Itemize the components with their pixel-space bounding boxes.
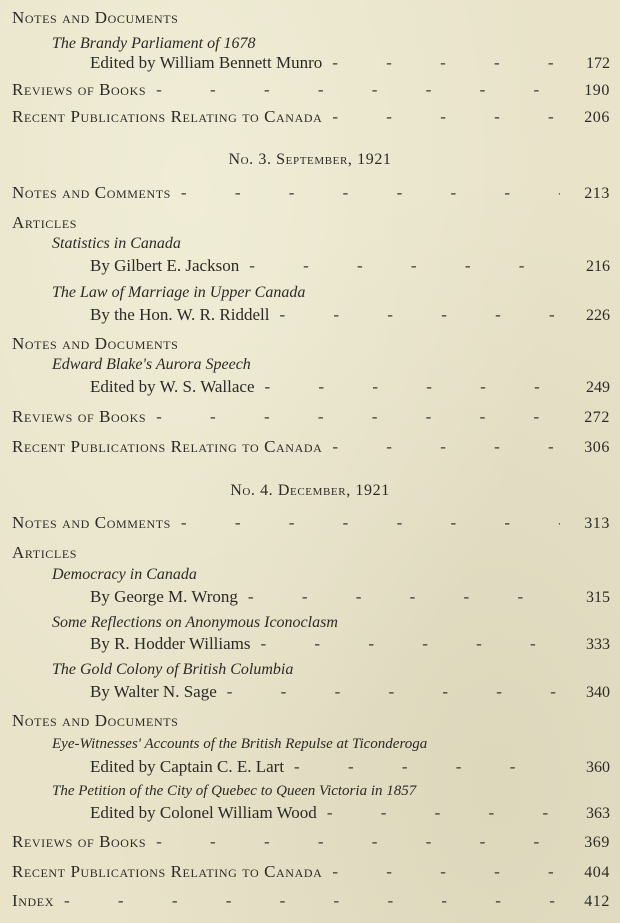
toc-entry xyxy=(12,510,610,536)
entry-label: By the Hon. W. R. Riddell xyxy=(90,305,270,324)
entry-label: Recent Publications Relating to Canada xyxy=(12,107,323,126)
entry-label: Notes and Documents xyxy=(12,711,179,730)
entry-label: Some Reflections on Anonymous Iconoclasm xyxy=(52,614,338,631)
entry-label: Eye-Witnesses' Accounts of the British Repulse at Ticonderoga xyxy=(52,736,428,752)
page-number: 213 xyxy=(584,185,610,202)
page-number: 206 xyxy=(584,109,610,126)
entry-label: By Walter N. Sage xyxy=(90,682,217,701)
entry-label: By Gilbert E. Jackson xyxy=(90,256,240,275)
entry-label: Notes and Documents xyxy=(12,8,179,27)
entry-label: Reviews of Books xyxy=(12,80,147,99)
issue-heading: No. 4. December, 1921 xyxy=(230,482,390,499)
page-number: 340 xyxy=(586,684,610,701)
page-number: 404 xyxy=(584,864,610,881)
entry-label: Notes and Comments xyxy=(12,513,171,532)
entry-label: Edited by Captain C. E. Lart xyxy=(90,757,285,776)
toc-entry xyxy=(12,104,610,130)
dot-leader xyxy=(332,434,560,460)
toc-entry xyxy=(90,50,610,76)
page-number: 333 xyxy=(586,636,610,653)
entry-label: Statistics in Canada xyxy=(52,235,181,252)
toc-entry xyxy=(12,829,610,855)
entry-label: Edward Blake's Aurora Speech xyxy=(52,356,251,373)
page-number: 226 xyxy=(586,307,610,324)
toc-entry xyxy=(12,434,610,460)
toc-entry xyxy=(12,859,610,885)
page-number: 249 xyxy=(586,379,610,396)
dot-leader xyxy=(156,77,560,103)
entry-label: Recent Publications Relating to Canada xyxy=(12,862,323,881)
toc-entry xyxy=(90,253,610,279)
entry-label: Edited by Colonel William Wood xyxy=(90,803,317,822)
toc-entry xyxy=(90,679,610,705)
entry-label: Recent Publications Relating to Canada xyxy=(12,437,323,456)
entry-label: The Petition of the City of Quebec to Queen Victoria in 1857 xyxy=(52,783,417,799)
dot-leader xyxy=(227,679,560,705)
toc-entry xyxy=(90,302,610,328)
entry-label: Reviews of Books xyxy=(12,407,147,426)
page-number: 272 xyxy=(584,409,610,426)
section-heading xyxy=(12,5,610,31)
dot-leader xyxy=(261,631,561,657)
page-number: 306 xyxy=(584,439,610,456)
toc-entry xyxy=(90,631,610,657)
toc-entry xyxy=(90,800,610,826)
entry-label: Edited by William Bennett Munro xyxy=(90,53,323,72)
dot-leader xyxy=(332,50,560,76)
toc-entry xyxy=(12,404,610,430)
page-number: 412 xyxy=(584,893,610,910)
page-number: 313 xyxy=(584,515,610,532)
page-number: 216 xyxy=(586,258,610,275)
dot-leader xyxy=(156,829,560,855)
dot-leader xyxy=(265,374,560,400)
entry-label: The Brandy Parliament of 1678 xyxy=(52,35,256,52)
dot-leader xyxy=(156,404,560,430)
dot-leader xyxy=(327,800,560,826)
entry-label: Reviews of Books xyxy=(12,832,147,851)
toc-entry xyxy=(90,584,610,610)
entry-label: Notes and Comments xyxy=(12,183,171,202)
entry-label: Notes and Documents xyxy=(12,334,179,353)
dot-leader xyxy=(248,584,560,610)
entry-label: By R. Hodder Williams xyxy=(90,634,251,653)
dot-leader xyxy=(279,302,560,328)
toc-entry xyxy=(12,180,610,206)
page-number: 360 xyxy=(586,759,610,776)
page-number: 363 xyxy=(586,805,610,822)
entry-label: Democracy in Canada xyxy=(52,566,197,583)
entry-label: Edited by W. S. Wallace xyxy=(90,377,255,396)
entry-label: The Gold Colony of British Columbia xyxy=(52,661,294,678)
entry-label: Articles xyxy=(12,213,78,232)
page-number: 315 xyxy=(586,589,610,606)
toc-entry xyxy=(12,77,610,103)
page-number: 369 xyxy=(584,834,610,851)
entry-label: Articles xyxy=(12,543,78,562)
toc-entry xyxy=(90,754,610,780)
dot-leader xyxy=(332,859,560,885)
toc-entry xyxy=(90,374,610,400)
dot-leader xyxy=(294,754,560,780)
page-number: 172 xyxy=(586,55,610,72)
dot-leader xyxy=(249,253,560,279)
dot-leader xyxy=(64,888,560,914)
toc-entry xyxy=(12,888,610,914)
dot-leader xyxy=(181,180,560,206)
entry-label: The Law of Marriage in Upper Canada xyxy=(52,284,306,301)
entry-label: By George M. Wrong xyxy=(90,587,238,606)
dot-leader xyxy=(181,510,560,536)
entry-label: Index xyxy=(12,891,54,910)
issue-heading: No. 3. September, 1921 xyxy=(228,151,392,168)
dot-leader xyxy=(332,104,560,130)
page-number: 190 xyxy=(584,82,610,99)
